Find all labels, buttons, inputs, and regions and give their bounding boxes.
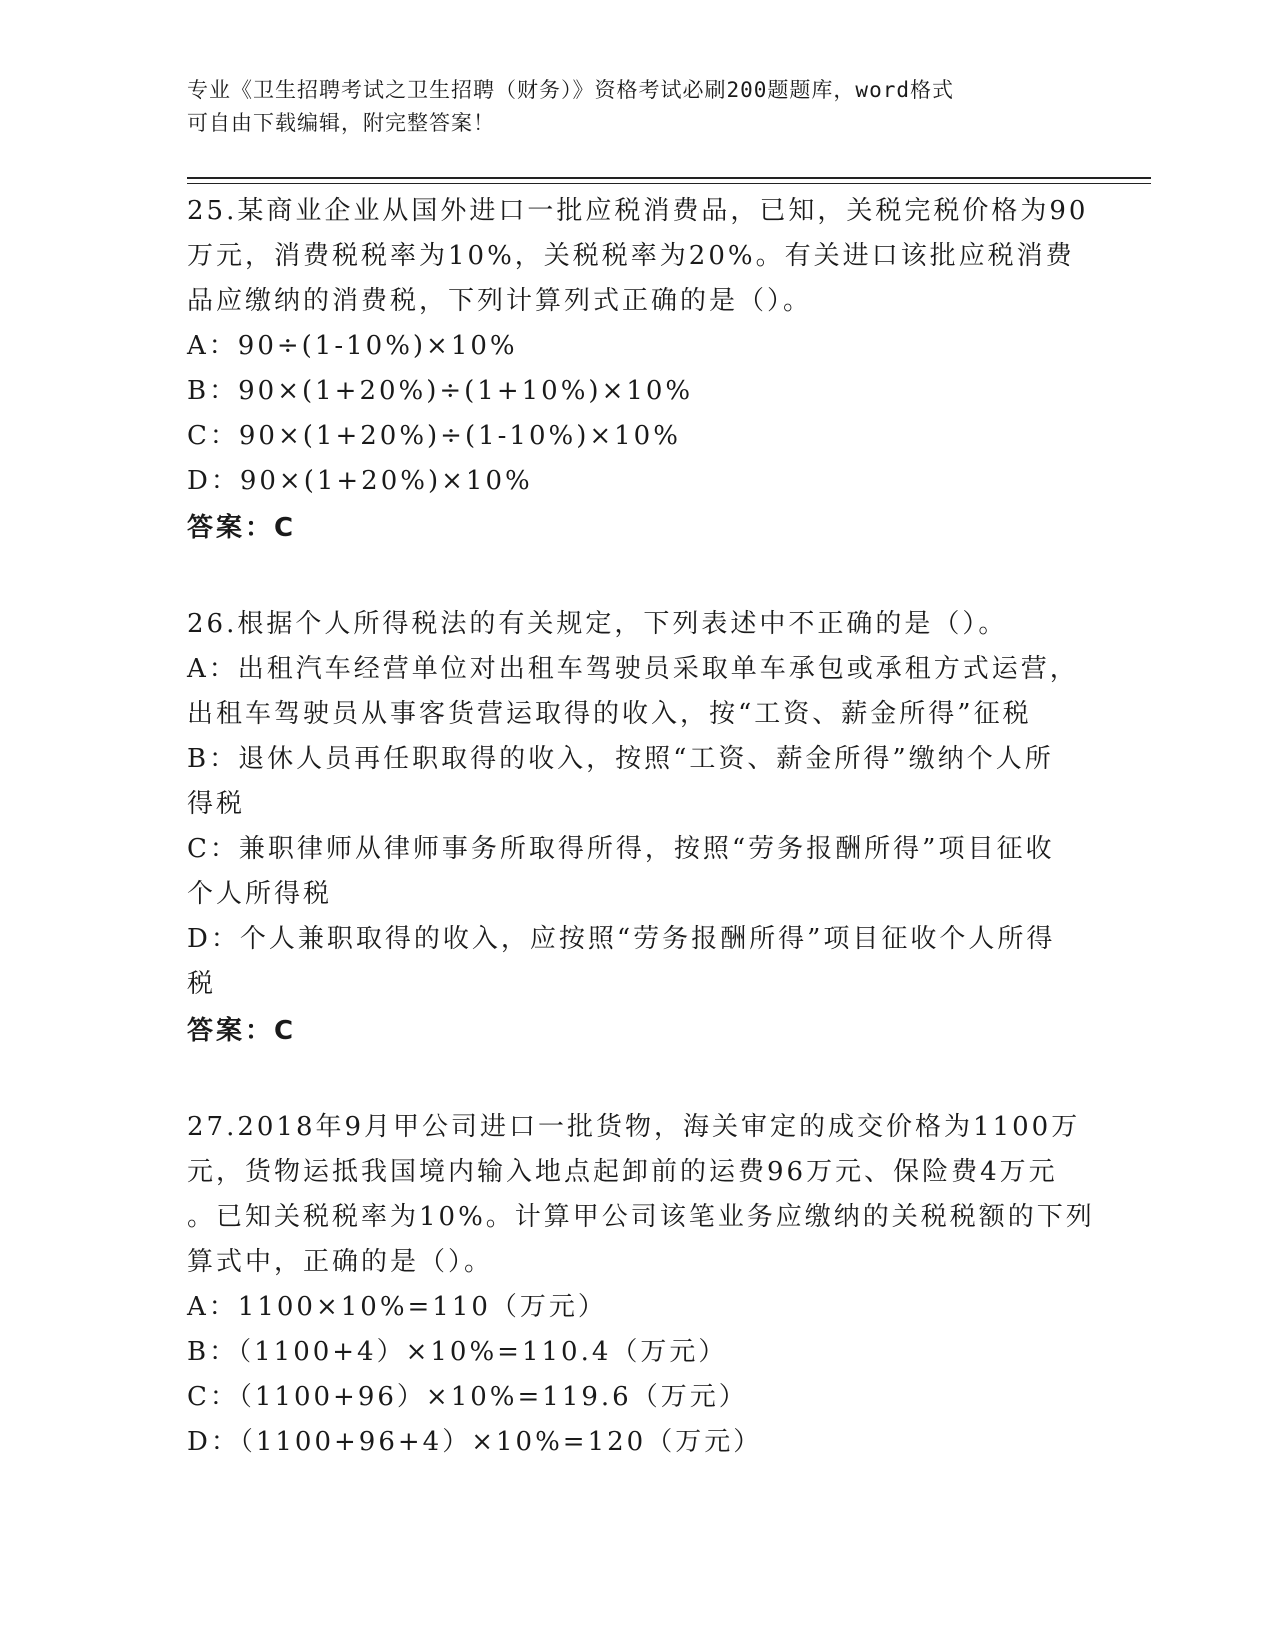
question-stem-line: 27.2018年9月甲公司进口一批货物，海关审定的成交价格为1100万 (187, 1112, 1081, 1142)
question-stem-line: 26.根据个人所得税法的有关规定，下列表述中不正确的是（）。 (187, 609, 1008, 639)
option-c: C：（1100+96）×10%=119.6（万元） (187, 1382, 748, 1412)
question-stem-line: 算式中，正确的是（）。 (187, 1247, 494, 1277)
option-b-continued: 得税 (187, 789, 246, 819)
option-a-continued: 出租车驾驶员从事客货营运取得的收入，按“工资、薪金所得”征税 (187, 699, 1032, 729)
option-d: D：90×(1+20%)×10% (187, 466, 533, 496)
header-line-1: 专业《卫生招聘考试之卫生招聘（财务）》资格考试必刷200题题库，word格式 (187, 78, 954, 102)
question-spacer (187, 552, 1087, 602)
option-a: A：出租汽车经营单位对出租车驾驶员采取单车承包或承租方式运营， (187, 654, 1079, 684)
header-line-2: 可自由下载编辑，附完整答案！ (187, 111, 495, 135)
question-stem-line: 品应缴纳的消费税，下列计算列式正确的是（）。 (187, 286, 813, 316)
question-27 (187, 1105, 1095, 1465)
question-stem-line: 万元，消费税税率为10%，关税税率为20%。有关进口该批应税消费 (187, 241, 1075, 271)
question-stem-line: 25.某商业企业从国外进口一批应税消费品，已知，关税完税价格为90 (187, 196, 1089, 226)
question-spacer (187, 1055, 1087, 1105)
page-header (187, 74, 1067, 140)
option-a: A：1100×10%=110（万元） (187, 1292, 607, 1322)
option-a: A：90÷(1-10%)×10% (187, 331, 518, 361)
option-b: B：退休人员再任职取得的收入，按照“工资、薪金所得”缴纳个人所 (187, 744, 1054, 774)
option-c-continued: 个人所得税 (187, 879, 333, 909)
header-divider-thick (187, 177, 1151, 179)
option-d-continued: 税 (187, 969, 217, 999)
header-divider-thin (187, 183, 1151, 184)
answer-line: 答案：C (187, 513, 297, 543)
answer-line: 答案：C (187, 1016, 297, 1046)
question-list (187, 189, 1095, 1465)
option-c: C：兼职律师从律师事务所取得所得，按照“劳务报酬所得”项目征收 (187, 834, 1055, 864)
question-25 (187, 189, 1087, 552)
option-b: B：（1100+4）×10%=110.4（万元） (187, 1337, 728, 1367)
option-d: D：个人兼职取得的收入，应按照“劳务报酬所得”项目征收个人所得 (187, 924, 1056, 954)
option-b: B：90×(1+20%)÷(1+10%)×10% (187, 376, 694, 406)
question-stem-line: 。已知关税税率为10%。计算甲公司该笔业务应缴纳的关税税额的下列 (187, 1202, 1095, 1232)
option-d: D：（1100+96+4）×10%=120（万元） (187, 1427, 763, 1457)
option-c: C：90×(1+20%)÷(1-10%)×10% (187, 421, 681, 451)
question-stem-line: 元，货物运抵我国境内输入地点起卸前的运费96万元、保险费4万元 (187, 1157, 1058, 1187)
question-26 (187, 602, 1087, 1055)
